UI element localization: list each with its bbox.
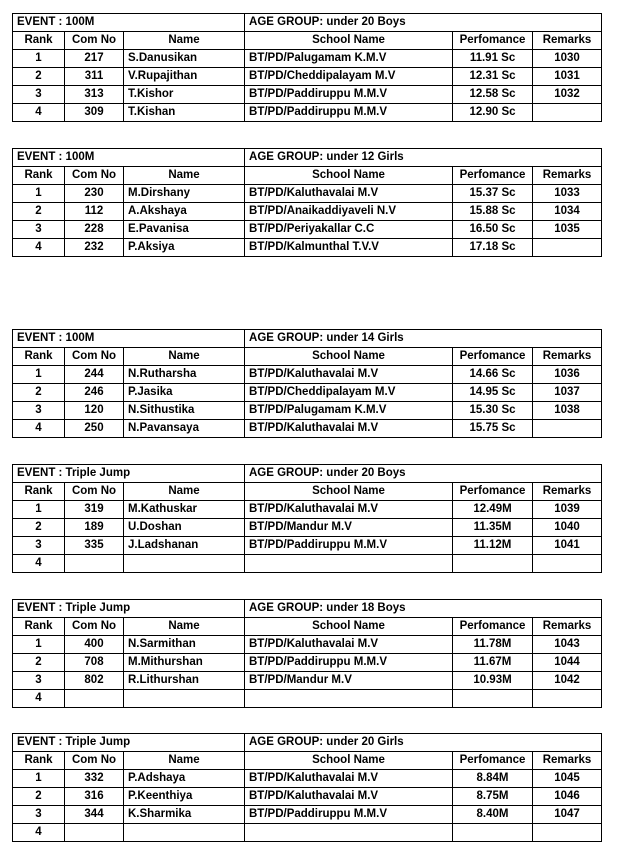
remarks-cell: 1036 <box>533 366 602 384</box>
age-group-title: AGE GROUP: under 12 Girls <box>245 149 602 167</box>
performance-cell <box>453 824 533 842</box>
name-cell: M.Kathuskar <box>124 501 245 519</box>
rank-cell: 2 <box>13 519 65 537</box>
table-row <box>13 185 602 203</box>
performance-cell: 8.75M <box>453 788 533 806</box>
name-cell: N.Rutharsha <box>124 366 245 384</box>
age-group-title: AGE GROUP: under 20 Boys <box>245 14 602 32</box>
school-cell: BT/PD/Kaluthavalai M.V <box>245 788 453 806</box>
school-cell: BT/PD/Cheddipalayam M.V <box>245 384 453 402</box>
header-com-no: Com No <box>65 483 124 501</box>
remarks-cell <box>533 420 602 438</box>
performance-cell: 11.78M <box>453 636 533 654</box>
performance-cell: 12.58 Sc <box>453 86 533 104</box>
rank-cell: 1 <box>13 366 65 384</box>
remarks-cell: 1031 <box>533 68 602 86</box>
table-row <box>13 788 602 806</box>
header-name: Name <box>124 167 245 185</box>
table-row <box>13 519 602 537</box>
rank-cell: 1 <box>13 501 65 519</box>
name-cell: M.Dirshany <box>124 185 245 203</box>
table-row <box>13 384 602 402</box>
com-no-cell: 708 <box>65 654 124 672</box>
performance-cell: 15.75 Sc <box>453 420 533 438</box>
header-school: School Name <box>245 618 453 636</box>
name-cell: P.Adshaya <box>124 770 245 788</box>
performance-cell: 10.93M <box>453 672 533 690</box>
header-name: Name <box>124 32 245 50</box>
com-no-cell: 316 <box>65 788 124 806</box>
school-cell: BT/PD/Palugamam K.M.V <box>245 402 453 420</box>
header-perf: Perfomance <box>453 167 533 185</box>
result-table <box>12 148 602 257</box>
header-remarks: Remarks <box>533 483 602 501</box>
result-table <box>12 464 602 573</box>
header-name: Name <box>124 348 245 366</box>
com-no-cell: 319 <box>65 501 124 519</box>
rank-cell: 2 <box>13 654 65 672</box>
table-row <box>13 806 602 824</box>
rank-cell: 4 <box>13 104 65 122</box>
performance-cell: 16.50 Sc <box>453 221 533 239</box>
name-cell: J.Ladshanan <box>124 537 245 555</box>
header-rank: Rank <box>13 348 65 366</box>
header-rank: Rank <box>13 32 65 50</box>
rank-cell: 2 <box>13 384 65 402</box>
name-cell: A.Akshaya <box>124 203 245 221</box>
rank-cell: 3 <box>13 402 65 420</box>
remarks-cell <box>533 824 602 842</box>
header-rank: Rank <box>13 167 65 185</box>
event-title: EVENT : 100M <box>13 330 245 348</box>
performance-cell: 11.35M <box>453 519 533 537</box>
event-row <box>13 600 602 618</box>
com-no-cell: 332 <box>65 770 124 788</box>
remarks-cell: 1042 <box>533 672 602 690</box>
remarks-cell: 1041 <box>533 537 602 555</box>
table-row <box>13 203 602 221</box>
rank-cell: 3 <box>13 86 65 104</box>
age-group-title: AGE GROUP: under 18 Boys <box>245 600 602 618</box>
name-cell: S.Danusikan <box>124 50 245 68</box>
name-cell: N.Pavansaya <box>124 420 245 438</box>
table-row <box>13 636 602 654</box>
school-cell: BT/PD/Paddiruppu M.M.V <box>245 86 453 104</box>
remarks-cell: 1032 <box>533 86 602 104</box>
performance-cell: 15.88 Sc <box>453 203 533 221</box>
header-school: School Name <box>245 483 453 501</box>
performance-cell <box>453 690 533 708</box>
rank-cell: 3 <box>13 537 65 555</box>
remarks-cell: 1035 <box>533 221 602 239</box>
remarks-cell: 1033 <box>533 185 602 203</box>
school-cell: BT/PD/Paddiruppu M.M.V <box>245 537 453 555</box>
header-school: School Name <box>245 32 453 50</box>
age-group-title: AGE GROUP: under 20 Boys <box>245 465 602 483</box>
school-cell: BT/PD/Kalmunthal T.V.V <box>245 239 453 257</box>
age-group-title: AGE GROUP: under 20 Girls <box>245 734 602 752</box>
name-cell: N.Sithustika <box>124 402 245 420</box>
rank-cell: 4 <box>13 690 65 708</box>
event-row <box>13 330 602 348</box>
com-no-cell: 120 <box>65 402 124 420</box>
com-no-cell: 311 <box>65 68 124 86</box>
header-remarks: Remarks <box>533 348 602 366</box>
rank-cell: 3 <box>13 221 65 239</box>
event-title: EVENT : 100M <box>13 149 245 167</box>
rank-cell: 2 <box>13 203 65 221</box>
rank-cell: 4 <box>13 239 65 257</box>
result-table <box>12 13 602 122</box>
table-row <box>13 239 602 257</box>
com-no-cell: 335 <box>65 537 124 555</box>
name-cell <box>124 690 245 708</box>
header-perf: Perfomance <box>453 483 533 501</box>
header-remarks: Remarks <box>533 752 602 770</box>
school-cell <box>245 555 453 573</box>
header-perf: Perfomance <box>453 32 533 50</box>
com-no-cell: 228 <box>65 221 124 239</box>
com-no-cell: 313 <box>65 86 124 104</box>
header-row <box>13 752 602 770</box>
com-no-cell <box>65 555 124 573</box>
header-com-no: Com No <box>65 618 124 636</box>
performance-cell: 17.18 Sc <box>453 239 533 257</box>
table-row <box>13 86 602 104</box>
school-cell: BT/PD/Periyakallar C.C <box>245 221 453 239</box>
com-no-cell: 344 <box>65 806 124 824</box>
header-perf: Perfomance <box>453 348 533 366</box>
result-table <box>12 329 602 438</box>
remarks-cell <box>533 104 602 122</box>
performance-cell: 12.90 Sc <box>453 104 533 122</box>
header-school: School Name <box>245 752 453 770</box>
header-perf: Perfomance <box>453 752 533 770</box>
school-cell: BT/PD/Cheddipalayam M.V <box>245 68 453 86</box>
rank-cell: 1 <box>13 636 65 654</box>
table-row <box>13 690 602 708</box>
performance-cell: 12.49M <box>453 501 533 519</box>
school-cell: BT/PD/Kaluthavalai M.V <box>245 185 453 203</box>
name-cell <box>124 824 245 842</box>
rank-cell: 1 <box>13 185 65 203</box>
table-row <box>13 221 602 239</box>
age-group-title: AGE GROUP: under 14 Girls <box>245 330 602 348</box>
table-row <box>13 654 602 672</box>
remarks-cell: 1044 <box>533 654 602 672</box>
com-no-cell: 232 <box>65 239 124 257</box>
performance-cell: 8.40M <box>453 806 533 824</box>
performance-cell: 11.91 Sc <box>453 50 533 68</box>
school-cell: BT/PD/Mandur M.V <box>245 672 453 690</box>
header-name: Name <box>124 618 245 636</box>
com-no-cell <box>65 690 124 708</box>
header-com-no: Com No <box>65 752 124 770</box>
table-row <box>13 770 602 788</box>
school-cell: BT/PD/Kaluthavalai M.V <box>245 420 453 438</box>
com-no-cell: 112 <box>65 203 124 221</box>
school-cell <box>245 824 453 842</box>
performance-cell: 15.37 Sc <box>453 185 533 203</box>
table-row <box>13 104 602 122</box>
name-cell: P.Aksiya <box>124 239 245 257</box>
name-cell: P.Keenthiya <box>124 788 245 806</box>
header-com-no: Com No <box>65 348 124 366</box>
event-title: EVENT : 100M <box>13 14 245 32</box>
remarks-cell: 1039 <box>533 501 602 519</box>
school-cell: BT/PD/Paddiruppu M.M.V <box>245 104 453 122</box>
table-row <box>13 402 602 420</box>
name-cell: K.Sharmika <box>124 806 245 824</box>
rank-cell: 4 <box>13 824 65 842</box>
remarks-cell: 1046 <box>533 788 602 806</box>
remarks-cell: 1045 <box>533 770 602 788</box>
table-row <box>13 824 602 842</box>
event-row <box>13 149 602 167</box>
result-table <box>12 733 602 842</box>
name-cell <box>124 555 245 573</box>
table-row <box>13 672 602 690</box>
header-remarks: Remarks <box>533 32 602 50</box>
table-row <box>13 50 602 68</box>
performance-cell: 14.95 Sc <box>453 384 533 402</box>
school-cell: BT/PD/Kaluthavalai M.V <box>245 501 453 519</box>
header-rank: Rank <box>13 618 65 636</box>
name-cell: V.Rupajithan <box>124 68 245 86</box>
header-com-no: Com No <box>65 32 124 50</box>
rank-cell: 1 <box>13 770 65 788</box>
name-cell: U.Doshan <box>124 519 245 537</box>
event-row <box>13 465 602 483</box>
performance-cell: 12.31 Sc <box>453 68 533 86</box>
remarks-cell: 1037 <box>533 384 602 402</box>
school-cell: BT/PD/Mandur M.V <box>245 519 453 537</box>
header-row <box>13 618 602 636</box>
table-row <box>13 537 602 555</box>
school-cell: BT/PD/Kaluthavalai M.V <box>245 636 453 654</box>
header-name: Name <box>124 483 245 501</box>
rank-cell: 4 <box>13 555 65 573</box>
rank-cell: 3 <box>13 806 65 824</box>
header-name: Name <box>124 752 245 770</box>
event-title: EVENT : Triple Jump <box>13 600 245 618</box>
com-no-cell <box>65 824 124 842</box>
result-table <box>12 599 602 708</box>
com-no-cell: 250 <box>65 420 124 438</box>
school-cell: BT/PD/Paddiruppu M.M.V <box>245 654 453 672</box>
remarks-cell <box>533 239 602 257</box>
performance-cell: 14.66 Sc <box>453 366 533 384</box>
remarks-cell <box>533 690 602 708</box>
com-no-cell: 246 <box>65 384 124 402</box>
remarks-cell: 1043 <box>533 636 602 654</box>
rank-cell: 3 <box>13 672 65 690</box>
performance-cell: 15.30 Sc <box>453 402 533 420</box>
school-cell: BT/PD/Palugamam K.M.V <box>245 50 453 68</box>
header-com-no: Com No <box>65 167 124 185</box>
header-row <box>13 32 602 50</box>
event-row <box>13 14 602 32</box>
table-row <box>13 555 602 573</box>
name-cell: N.Sarmithan <box>124 636 245 654</box>
com-no-cell: 309 <box>65 104 124 122</box>
com-no-cell: 230 <box>65 185 124 203</box>
header-school: School Name <box>245 167 453 185</box>
school-cell <box>245 690 453 708</box>
remarks-cell: 1038 <box>533 402 602 420</box>
header-school: School Name <box>245 348 453 366</box>
school-cell: BT/PD/Kaluthavalai M.V <box>245 770 453 788</box>
remarks-cell: 1047 <box>533 806 602 824</box>
rank-cell: 1 <box>13 50 65 68</box>
name-cell: E.Pavanisa <box>124 221 245 239</box>
name-cell: R.Lithurshan <box>124 672 245 690</box>
header-row <box>13 348 602 366</box>
school-cell: BT/PD/Kaluthavalai M.V <box>245 366 453 384</box>
name-cell: T.Kishan <box>124 104 245 122</box>
header-row <box>13 483 602 501</box>
name-cell: M.Mithurshan <box>124 654 245 672</box>
header-remarks: Remarks <box>533 618 602 636</box>
table-row <box>13 366 602 384</box>
school-cell: BT/PD/Paddiruppu M.M.V <box>245 806 453 824</box>
event-row <box>13 734 602 752</box>
remarks-cell: 1034 <box>533 203 602 221</box>
rank-cell: 4 <box>13 420 65 438</box>
name-cell: T.Kishor <box>124 86 245 104</box>
remarks-cell: 1040 <box>533 519 602 537</box>
header-perf: Perfomance <box>453 618 533 636</box>
remarks-cell <box>533 555 602 573</box>
performance-cell: 8.84M <box>453 770 533 788</box>
performance-cell: 11.12M <box>453 537 533 555</box>
name-cell: P.Jasika <box>124 384 245 402</box>
com-no-cell: 244 <box>65 366 124 384</box>
school-cell: BT/PD/Anaikaddiyaveli N.V <box>245 203 453 221</box>
header-rank: Rank <box>13 483 65 501</box>
rank-cell: 2 <box>13 788 65 806</box>
header-row <box>13 167 602 185</box>
performance-cell <box>453 555 533 573</box>
event-title: EVENT : Triple Jump <box>13 734 245 752</box>
table-row <box>13 68 602 86</box>
com-no-cell: 189 <box>65 519 124 537</box>
table-row <box>13 501 602 519</box>
header-remarks: Remarks <box>533 167 602 185</box>
event-title: EVENT : Triple Jump <box>13 465 245 483</box>
header-rank: Rank <box>13 752 65 770</box>
table-row <box>13 420 602 438</box>
com-no-cell: 217 <box>65 50 124 68</box>
com-no-cell: 400 <box>65 636 124 654</box>
remarks-cell: 1030 <box>533 50 602 68</box>
com-no-cell: 802 <box>65 672 124 690</box>
rank-cell: 2 <box>13 68 65 86</box>
performance-cell: 11.67M <box>453 654 533 672</box>
